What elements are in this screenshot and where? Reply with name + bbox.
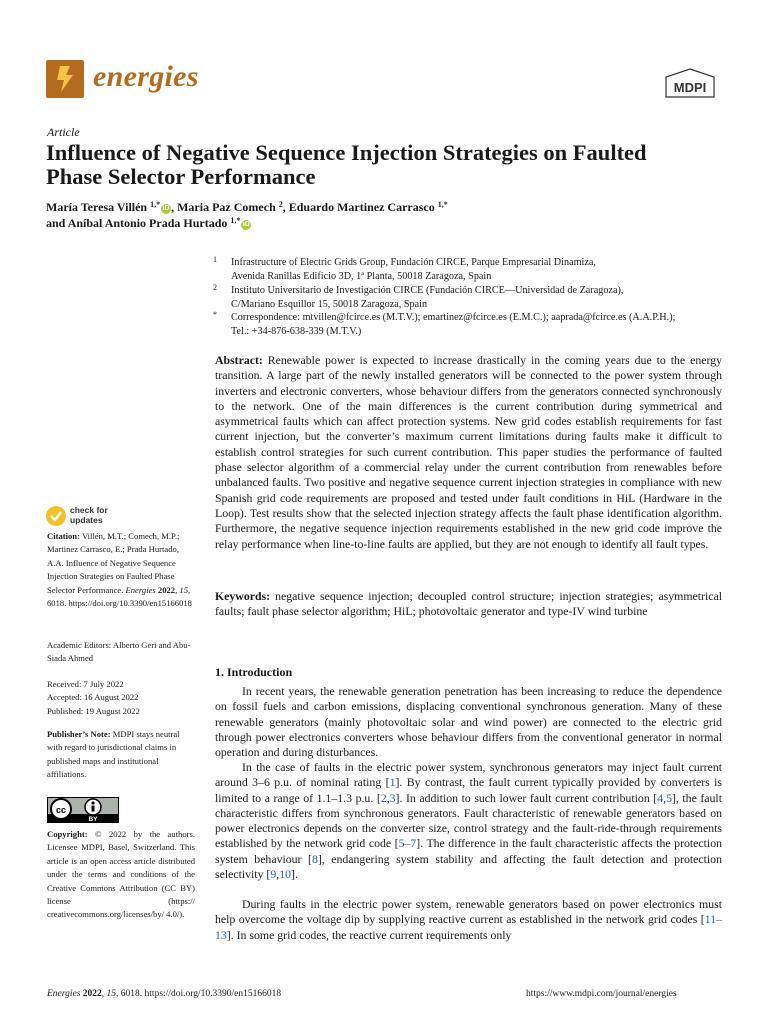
abstract-label: Abstract: bbox=[215, 353, 263, 367]
reference-link[interactable]: 5–7 bbox=[398, 836, 417, 851]
author-name: Aníbal Antonio Prada Hurtado $^{1,*}$ iD bbox=[67, 216, 250, 230]
intro-paragraph-1: In recent years, the renewable generation penetration has been increasing to reduce the dependence on fossil fuels and carbon emissions, displacing conventional synchronous generation. Many of these renewable generators (mainly photovoltaic solar and wind power) are connected to the electric grid through power electronics converters whose behaviour differs from the conventional generator in normal operation and during disturbances. bbox=[215, 684, 722, 760]
affiliation-line: C/Mariano Esquillor 15, 50018 Zaragoza, Spain bbox=[231, 299, 428, 310]
title-line-2: Phase Selector Performance bbox=[46, 164, 316, 189]
received-date: Received: 7 July 2022 bbox=[47, 679, 124, 689]
cc-label: BY bbox=[88, 816, 98, 823]
publisher-name: MDPI bbox=[673, 80, 707, 95]
orcid-icon[interactable]: iD bbox=[162, 205, 170, 212]
mdpi-logo-icon bbox=[664, 68, 716, 98]
reference-link[interactable]: 2 bbox=[380, 790, 387, 805]
affiliation-number: 1 bbox=[213, 255, 217, 264]
publisher-note: Publisher’s Note: MDPI stays neutral with regard to jurisdictional claims in published maps and institutional affiliations. bbox=[47, 729, 180, 780]
reference-link[interactable]: 1 bbox=[389, 775, 396, 790]
reference-link[interactable]: 9 bbox=[270, 867, 277, 882]
citation-block: Citation: Villén, M.T.; Comech, M.P.; Martinez Carrasco, E.; Prada Hurtado, A.A. Influence of Negative Sequence Injection Strategies on Faulted Phase Selector Performance. Energies 2022, 15, 6018. https://doi.org/10.3390/en15166018 bbox=[47, 531, 192, 609]
reference-link[interactable]: 4 bbox=[657, 790, 664, 805]
affiliation-line: Correspondence: mtvillen@fcirce.es (M.T.V.); emartinez@fcirce.es (E.M.C.); aaprada@fcirce.es (A.A.P.H.); bbox=[231, 312, 676, 323]
affiliation-line: Infrastructure of Electric Grids Group, Fundación CIRCE, Parque Empresarial Dinamiza, bbox=[231, 257, 596, 268]
reference-link[interactable]: 5 bbox=[666, 790, 672, 805]
author-list-line-1: María Teresa Villén $^{1,*}$ iD , Maria Paz Comech $^2$, Eduardo Martinez Carrasco $^{1,*}$ bbox=[46, 200, 448, 214]
reference-link[interactable]: 11–13 bbox=[215, 912, 722, 942]
academic-editors: Academic Editors: Alberto Geri and Abu-Siada Ahmed bbox=[47, 640, 191, 664]
keywords-text: negative sequence injection; decoupled control structure; injection strategies; asymmetrical faults; fault phase selector algorithm; HiL; photovoltaic generator and type-IV wind turbine bbox=[215, 589, 722, 619]
svg-text:cc: cc bbox=[55, 805, 67, 815]
intro-paragraph-2: In the case of faults in the electric power system, synchronous generators may inject fault current around 3–6 p.u. of nominal rating [1]. By contrast, the fault current typically provided by converters is limited to a range of 1.1–1.3 p.u. [2,3]. In addition to such lower fault current contribution [4,5], the fault characteristic differs from synchronous generators. Fault characteristic of renewable generators based on power electronics depends on the converter size, control strategy and the fault-ride-through requirements established by the network grid code [5–7]. The difference in the fault characteristic affects the protection system behaviour [8], endangering system stability and affecting the fault detection and protection selectivity [9,10]. bbox=[215, 760, 723, 882]
copyright-block: Copyright: © 2022 by the authors. Licensee MDPI, Basel, Switzerland. This article is an open access article distributed under the terms and conditions of the Creative Commons Attribution (CC BY) license (https:// creativecommons.org/licenses/by/ 4.0/). bbox=[47, 829, 195, 920]
title-line-1: Influence of Negative Sequence Injection Strategies on Faulted bbox=[46, 140, 647, 165]
keywords-label: Keywords: bbox=[215, 589, 271, 603]
cc-by-license-icon[interactable] bbox=[47, 797, 119, 823]
author-list-line-2: and Aníbal Antonio Prada Hurtado $^{1,*}$ iD bbox=[46, 216, 250, 230]
keywords bbox=[215, 589, 722, 620]
affiliation-number: 2 bbox=[213, 283, 217, 292]
affiliation-line: Instituto Universitario de Investigación CIRCE (Fundación CIRCE—Universidad de Zaragoza), bbox=[231, 285, 624, 296]
check-for-updates-icon[interactable] bbox=[45, 505, 67, 527]
author-name: María Teresa Villén $^{1,*}$ iD bbox=[46, 200, 170, 214]
reference-link[interactable]: 3 bbox=[389, 790, 396, 805]
accepted-date: Accepted: 16 August 2022 bbox=[47, 692, 139, 703]
affiliation-number: * bbox=[213, 310, 217, 319]
reference-link[interactable]: 10 bbox=[279, 867, 292, 882]
footer-citation: Energies 2022, 15, 6018. https://doi.org/10.3390/en15166018 bbox=[47, 989, 282, 999]
intro-paragraph-3: During faults in the electric power system, renewable generators based on power electronics must help overcome the voltage dip by supplying reactive current as established in the network grid codes [11–13]. In some grid codes, the reactive current requirements only bbox=[215, 897, 722, 942]
abstract bbox=[215, 353, 722, 552]
check-for-updates-button[interactable]: check for updates bbox=[70, 505, 108, 525]
article-title bbox=[46, 141, 726, 189]
affiliation-line: Tel.: +34-876-638-339 (M.T.V.) bbox=[231, 326, 362, 337]
article-type: Article bbox=[47, 125, 80, 139]
section-heading: 1. Introduction bbox=[215, 665, 293, 679]
author-name: Eduardo Martinez Carrasco $^{1,*}$ bbox=[288, 200, 448, 214]
journal-logo-icon bbox=[46, 60, 84, 98]
orcid-icon[interactable]: iD bbox=[242, 221, 250, 228]
dates bbox=[47, 678, 195, 718]
author-name: Maria Paz Comech $^2$ bbox=[177, 200, 283, 214]
reference-link[interactable]: 8 bbox=[311, 851, 318, 866]
published-date: Published: 19 August 2022 bbox=[47, 705, 140, 716]
abstract-text: Renewable power is expected to increase drastically in the coming years due to the energy transition. A large part of the newly installed generators will be connected to the power system through inverters and electronic converters, whose behaviour differs from the generators connected synchronously to the network. One of the main differences is the current contribution during symmetrical and asymmetrical faults which can affect protection systems. New grid codes establish requirements for fast current injection, but the converter’s maximum current limitations during faults make it difficult to establish control strategies for such current contribution. This paper studies the performance of faulted phase selector algorithm of a commercial relay under the current contribution from renewables before unbalanced faults. Two positive and negative sequence current injection strategies in compliance with new Spanish grid code requirements are proposed and tested under fault conditions in HiL (Hardware in the Loop). Test results show that the selected injection strategy affects the fault phase identification algorithm. Furthermore, the negative sequence injection requirements established in the new grid code improve the relay performance when line-to-line faults are applied, but they are not enough to identify all fault types. bbox=[215, 353, 723, 551]
footer-journal-url[interactable]: https://www.mdpi.com/journal/energies bbox=[526, 989, 677, 999]
affiliation-line: Avenida Ranillas Edificio 3D, 1ª Planta, 50018 Zaragoza, Spain bbox=[231, 271, 492, 282]
journal-name: energies bbox=[93, 60, 199, 93]
